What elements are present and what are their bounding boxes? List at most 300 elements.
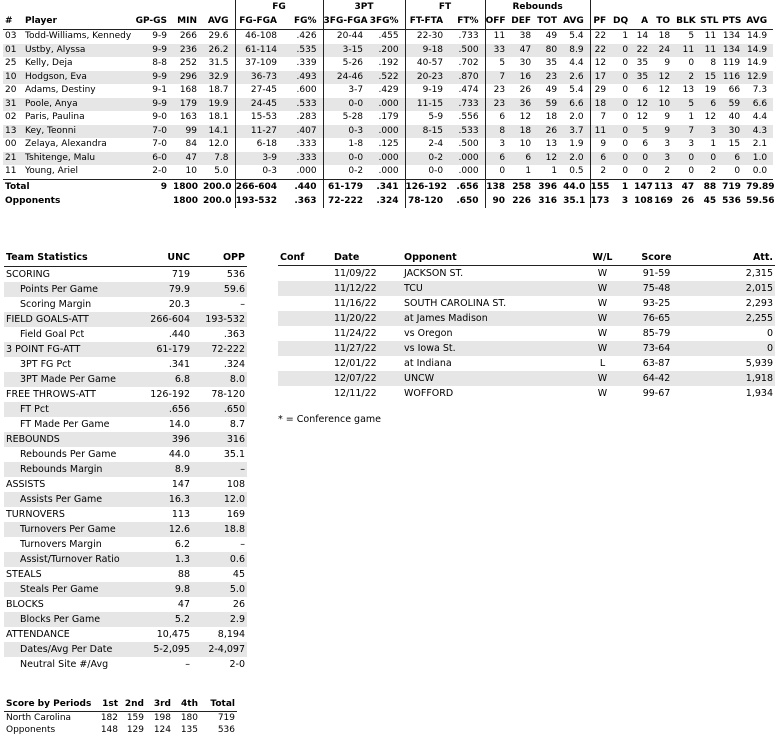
stat-cell: .533 [283,98,323,112]
team-stat-row [4,642,247,657]
stat-cell: 29.6 [208,31,229,41]
team-stat-row [4,552,247,567]
date-cell: 11/09/22 [334,268,377,279]
stat-cell: 40-57 [405,57,449,71]
stat-cell: 2 [664,166,671,176]
att-cell: 2,015 [688,281,775,296]
stat-cell: 12.9 [746,71,773,85]
stat-cell: 29 [590,84,612,98]
stat-cell: 61-114 [235,44,283,58]
stat-cell: .000 [369,98,405,112]
stat-cell: 9 [664,58,671,68]
opponents-row [3,194,773,208]
team-stats-header-row [4,250,247,267]
stat-cell: 3 [621,195,629,206]
team-stat-row [4,297,247,312]
score-cell: 64-42 [625,371,688,386]
stat-cell: 8.9 [563,44,590,58]
stat-cell: 5 [485,57,511,71]
score-cell: 75-48 [625,281,688,296]
stat-cell: 5.4 [569,31,584,41]
stat-cell: 12 [658,85,671,95]
stat-cell: 22-30 [405,30,449,44]
player-name: Young, Ariel [25,166,79,176]
stat-cell: 5.4 [569,85,584,95]
stat-cell: 23 [485,98,511,112]
stat-cell: .179 [378,112,399,122]
conf-cell [278,266,334,282]
opponent-cell: vs Oregon [404,328,453,339]
stat-cell: .339 [296,58,317,68]
stat-cell: 18 [658,31,671,41]
team-stat-row [4,537,247,552]
schedule-row [278,326,775,341]
stat-cell: 0 [622,85,629,95]
stat-cell: 200.0 [203,195,232,206]
stat-cell: 01 [3,44,21,58]
team-stat-label: Assists Per Game [4,492,137,507]
stat-cell: 61-179 [323,179,369,194]
team-stat-unc-value: .440 [168,329,190,340]
team-stat-opp-value: 5.0 [192,582,247,597]
stat-cell: 45 [703,195,717,206]
team-stat-label: Blocks Per Game [4,612,137,627]
stat-cell: 0-2 [405,152,449,166]
schedule-row [278,266,775,282]
stat-cell: 0-0 [405,165,449,179]
team-stat-row [4,627,247,642]
column-header: FG-FGA [235,14,283,30]
group-header-3pt: 3PT [323,0,405,14]
stat-cell: 9 [664,112,671,122]
stat-cell: 7.8 [203,152,235,166]
player-name: Zelaya, Alexandra [25,139,107,149]
stat-cell: 179 [173,98,203,112]
team-stat-label: FT Pct [4,402,137,417]
team-stat-label: 3PT FG Pct [20,359,72,370]
stat-cell: 6-0 [133,152,173,166]
stat-cell: 21 [3,152,21,166]
stat-cell: 5-28 [323,111,369,125]
stat-cell: .650 [456,195,479,206]
stat-cell: 36 [511,98,537,112]
stat-cell: 88 [700,179,722,194]
score-cell: 85-79 [642,328,671,339]
team-stat-opp-value: 169 [226,509,245,520]
team-stat-row [4,327,247,342]
team-stat-opp-value: .324 [223,359,245,370]
column-header-row [3,14,773,30]
team-stat-label: BLOCKS [6,599,44,610]
stat-cell: 252 [179,58,197,68]
stat-cell: 296 [173,71,203,85]
periods-column-header: Total [200,697,237,712]
schedule-column-header: W/L [580,250,625,266]
team-stat-row [4,417,247,432]
periods-value: 180 [180,713,198,723]
stat-cell: 0 [622,58,629,68]
stat-cell: 2.0 [569,112,584,122]
player-name: Key, Teonni [21,125,133,139]
stat-cell: 12 [537,152,563,166]
stat-cell: 536 [722,195,741,206]
stat-cell: .000 [449,152,485,166]
stat-cell: 2 [676,71,700,85]
opponent-cell: at James Madison [404,311,580,326]
stat-cell: 13 [545,139,558,149]
stat-cell: 6 [722,152,746,166]
stat-cell: 0 [612,98,634,112]
conf-cell [278,296,334,311]
team-stat-label: ATTENDANCE [6,629,70,640]
stat-cell: 79.89 [746,179,773,194]
group-header-fg: FG [235,0,323,14]
team-stat-label: ASSISTS [6,479,46,490]
opponent-cell: WOFFORD [404,388,454,399]
stat-cell: 23 [485,84,511,98]
stat-cell: 36-73 [235,71,283,85]
stat-cell: 6 [700,98,722,112]
team-stat-label: Rebounds Margin [4,462,137,477]
stat-cell: 14.9 [747,58,768,68]
schedule-column-header: Conf [278,250,334,266]
schedule-column-header: Att. [688,250,775,266]
schedule-row [278,341,775,356]
stat-cell: 12.0 [208,139,229,149]
stat-cell: 0-0 [323,152,369,166]
player-row [3,138,773,152]
team-stat-unc-value: 12.6 [137,522,192,537]
stat-cell: 0 [485,165,511,179]
periods-column-header: 3rd [146,697,173,712]
date-cell: 11/27/22 [334,341,404,356]
stat-cell: 5-9 [405,111,449,125]
stat-cell: 15-53 [235,111,283,125]
team-stat-unc-value: 61-179 [137,342,192,357]
group-header-blank [590,0,773,14]
stat-cell: 12 [634,98,654,112]
column-header: DEF [511,14,537,30]
conf-cell [278,386,334,401]
stat-cell: .702 [458,58,479,68]
stat-cell: 20-44 [323,30,369,44]
column-header: FT% [449,14,485,30]
stat-cell: 169 [654,195,673,206]
group-header-rebounds: Rebounds [485,0,590,14]
team-stat-row [4,282,247,297]
stat-cell: 3-15 [323,44,369,58]
column-header: MIN [173,14,203,30]
player-name: Paris, Paulina [25,112,85,122]
schedule-row [278,281,775,296]
stat-cell: .200 [369,44,405,58]
periods-value: 135 [180,725,198,735]
stat-cell: 44.0 [563,179,590,194]
stat-cell: 0 [622,112,629,122]
stat-cell: 6.6 [746,98,773,112]
stat-cell: 6 [642,139,649,149]
team-stat-unc-value: 6.2 [174,539,190,550]
stat-cell: 1800 [173,195,199,206]
stat-cell: 0 [612,71,634,85]
player-row [3,84,773,98]
team-stat-unc-value: 1.3 [137,552,192,567]
stat-cell: .407 [283,125,323,139]
team-stat-label: Rebounds Per Game [20,449,117,460]
att-cell: 1,934 [745,388,773,399]
stat-cell: 0-0 [323,98,369,112]
team-stat-label: Neutral Site #/Avg [20,659,109,670]
stat-cell: 0 [676,152,700,166]
periods-column-header: 4th [173,697,200,712]
schedule-row [278,356,775,371]
conf-cell [278,326,334,341]
team-stat-label: STEALS [6,569,42,580]
stat-cell: .522 [369,71,405,85]
column-header: 3FG-FGA [323,14,369,30]
team-stat-label: Steals Per Game [4,582,137,597]
stat-cell: 8 [485,125,511,139]
stat-cell: .556 [458,112,479,122]
stat-cell: 12 [654,71,676,85]
wl-cell: W [580,341,625,356]
column-header: AVG [203,14,235,30]
player-name: Adams, Destiny [25,85,96,95]
team-stat-row [4,567,247,582]
opponent-cell: TCU [404,281,580,296]
stat-cell: 13 [3,125,21,139]
team-stat-unc-value: .656 [137,402,192,417]
team-stat-unc-value: 126-192 [150,389,190,400]
stat-cell: 193-532 [235,194,283,208]
stat-cell: 3 [664,139,671,149]
stat-cell: 16 [511,71,537,85]
team-stat-unc-value: 5.2 [137,612,192,627]
group-header-blank [3,0,235,14]
stat-cell: 3.7 [563,125,590,139]
stat-cell: 59 [537,98,563,112]
stat-cell: 4.4 [569,58,584,68]
stat-cell: 4.3 [746,125,773,139]
stat-cell: .324 [376,195,399,206]
player-row [3,71,773,85]
team-stat-unc-value: 147 [171,479,190,490]
stat-cell: 31.5 [208,58,229,68]
wl-cell: W [580,281,625,296]
stat-cell: 13 [682,85,695,95]
team-stat-opp-value: – [240,299,245,310]
periods-team-label: North Carolina [6,713,72,723]
team-stat-row [4,507,247,522]
team-stat-label: FT Made Per Game [20,419,110,430]
stat-cell: 7 [590,111,612,125]
team-stat-row [4,447,247,462]
column-header: AVG [746,14,773,30]
stat-cell: .283 [296,112,317,122]
team-stat-label: Scoring Margin [20,299,92,310]
team-stat-unc-value: 5-2,095 [137,642,192,657]
stat-cell: 00 [5,139,17,149]
stat-cell: 17 [590,71,612,85]
att-cell: 2,315 [745,268,773,279]
periods-column-header: 1st [100,697,120,712]
player-name: Todd-Williams, Kennedy [25,31,132,41]
stat-cell: .535 [283,44,323,58]
stat-cell: 14.1 [203,125,235,139]
team-stat-opp-value: – [240,539,245,550]
team-stat-opp-value: 8.0 [192,372,247,387]
stat-cell: 47 [676,179,700,194]
stat-cell: 1 [612,179,634,194]
team-stat-opp-value: 2-0 [229,659,245,670]
stat-cell: .363 [294,195,317,206]
stat-cell: 2 [590,165,612,179]
stat-cell: 7-0 [152,139,167,149]
schedule-row [278,371,775,386]
stat-cell: 66 [728,85,741,95]
stat-cell: 18 [545,112,558,122]
stat-cell: 7 [676,125,700,139]
team-stat-label: FIELD GOALS-ATT [4,312,137,327]
stat-cell: 35.1 [563,195,586,206]
stat-cell: .656 [449,179,485,194]
stat-cell: .000 [378,166,399,176]
stat-cell: 11 [700,44,722,58]
player-name: Ustby, Alyssa [21,44,133,58]
schedule-row [278,296,775,311]
stat-cell: 20-23 [405,71,449,85]
score-cell: 73-64 [625,341,688,356]
date-cell: 12/07/22 [334,371,404,386]
stat-cell: 15 [700,71,722,85]
stat-cell: .733 [449,98,485,112]
score-by-periods-table [4,697,237,736]
stat-cell: 38 [519,31,532,41]
team-stat-label: SCORING [6,269,51,280]
team-stat-row [4,267,247,283]
stat-cell: 80 [537,44,563,58]
stat-cell: 9-9 [152,31,167,41]
stat-cell: 1 [525,166,532,176]
stat-cell: .533 [449,125,485,139]
stat-cell: 3-7 [323,84,369,98]
stat-cell: 11 [5,166,17,176]
stat-cell: 0 [634,152,654,166]
column-header: Player [21,14,133,30]
team-stat-unc-value: 9.8 [137,582,192,597]
schedule-row [278,311,775,326]
stat-cell: .500 [449,44,485,58]
periods-row [4,712,237,725]
stat-cell: 31 [3,98,21,112]
stat-cell: 72-222 [323,194,369,208]
stat-cell: 10 [185,166,197,176]
stat-cell: .125 [378,139,399,149]
player-row [3,30,773,44]
stat-cell: 8-15 [405,125,449,139]
total-row-label: Total [3,179,133,194]
stat-cell: 0 [688,166,695,176]
stat-cell: 20 [5,85,17,95]
team-stat-unc-value: 16.3 [137,492,192,507]
stat-cell: 2-0 [152,166,167,176]
stat-cell: 2 [710,166,717,176]
opponents-row-label: Opponents [5,195,61,206]
stat-cell: 266-604 [235,179,283,194]
date-cell: 11/16/22 [334,298,377,309]
stat-cell: 19 [704,85,717,95]
stat-cell: 0-2 [323,165,369,179]
team-stat-opp-value: 2-4,097 [192,642,247,657]
stat-cell: 266 [179,31,197,41]
column-header: TO [654,14,676,30]
team-stat-unc-value: .341 [168,359,190,370]
stat-cell: 116 [722,71,746,85]
team-stat-opp-value: 2.9 [192,612,247,627]
stat-cell: 147 [634,179,654,194]
group-header-ft: FT [405,0,485,14]
team-stat-label: Assist/Turnover Ratio [4,552,137,567]
stat-cell: 33 [485,44,511,58]
stat-cell: 9-9 [133,71,173,85]
team-stat-opp-value: .363 [223,329,245,340]
stat-cell: 258 [511,179,537,194]
stat-cell: 90 [485,194,511,208]
schedule-column-header: Score [625,250,688,266]
periods-column-header: 2nd [120,697,146,712]
team-stat-row [4,387,247,402]
team-stat-opp-value: .650 [192,402,247,417]
stat-cell: 32.9 [203,71,235,85]
stat-cell: 27-45 [235,84,283,98]
team-stat-unc-value: 719 [171,269,190,280]
opponent-cell: SOUTH CAROLINA ST. [404,298,507,309]
stat-cell: 4.4 [752,112,768,122]
team-stat-opp-value: 8.7 [229,419,245,430]
stat-cell: 26 [537,125,563,139]
stat-cell: 119 [722,58,741,68]
stat-cell: 25 [5,58,17,68]
stat-cell: 5-26 [323,57,369,71]
stat-cell: 30 [722,125,746,139]
team-stat-opp-value: 12.0 [192,492,247,507]
stat-cell: 9 [133,179,173,194]
stat-cell: 9-1 [152,85,167,95]
stat-cell: 173 [590,194,612,208]
team-stat-row [4,462,247,477]
team-stat-label: 3PT Made Per Game [4,372,137,387]
score-cell: 91-59 [642,268,671,279]
stat-cell: .426 [296,31,317,41]
stat-cell: 6.6 [563,98,590,112]
stat-cell: .341 [369,179,405,194]
stat-cell: 37-109 [235,57,283,71]
wl-cell: L [599,358,606,369]
stat-cell: 14.9 [746,44,773,58]
stat-cell: .192 [378,58,399,68]
team-stat-opp-value: 536 [226,269,245,280]
team-stat-unc-value: 44.0 [168,449,190,460]
team-stat-opp-value: 18.8 [192,522,247,537]
stat-cell: 12 [636,112,649,122]
stat-cell: 9-9 [133,98,173,112]
score-cell: 99-67 [642,388,671,399]
stat-cell: 2-4 [405,138,449,152]
stat-cell: 6 [485,111,511,125]
player-row [3,165,773,179]
stat-cell: 11 [590,125,612,139]
column-header: # [3,14,21,30]
